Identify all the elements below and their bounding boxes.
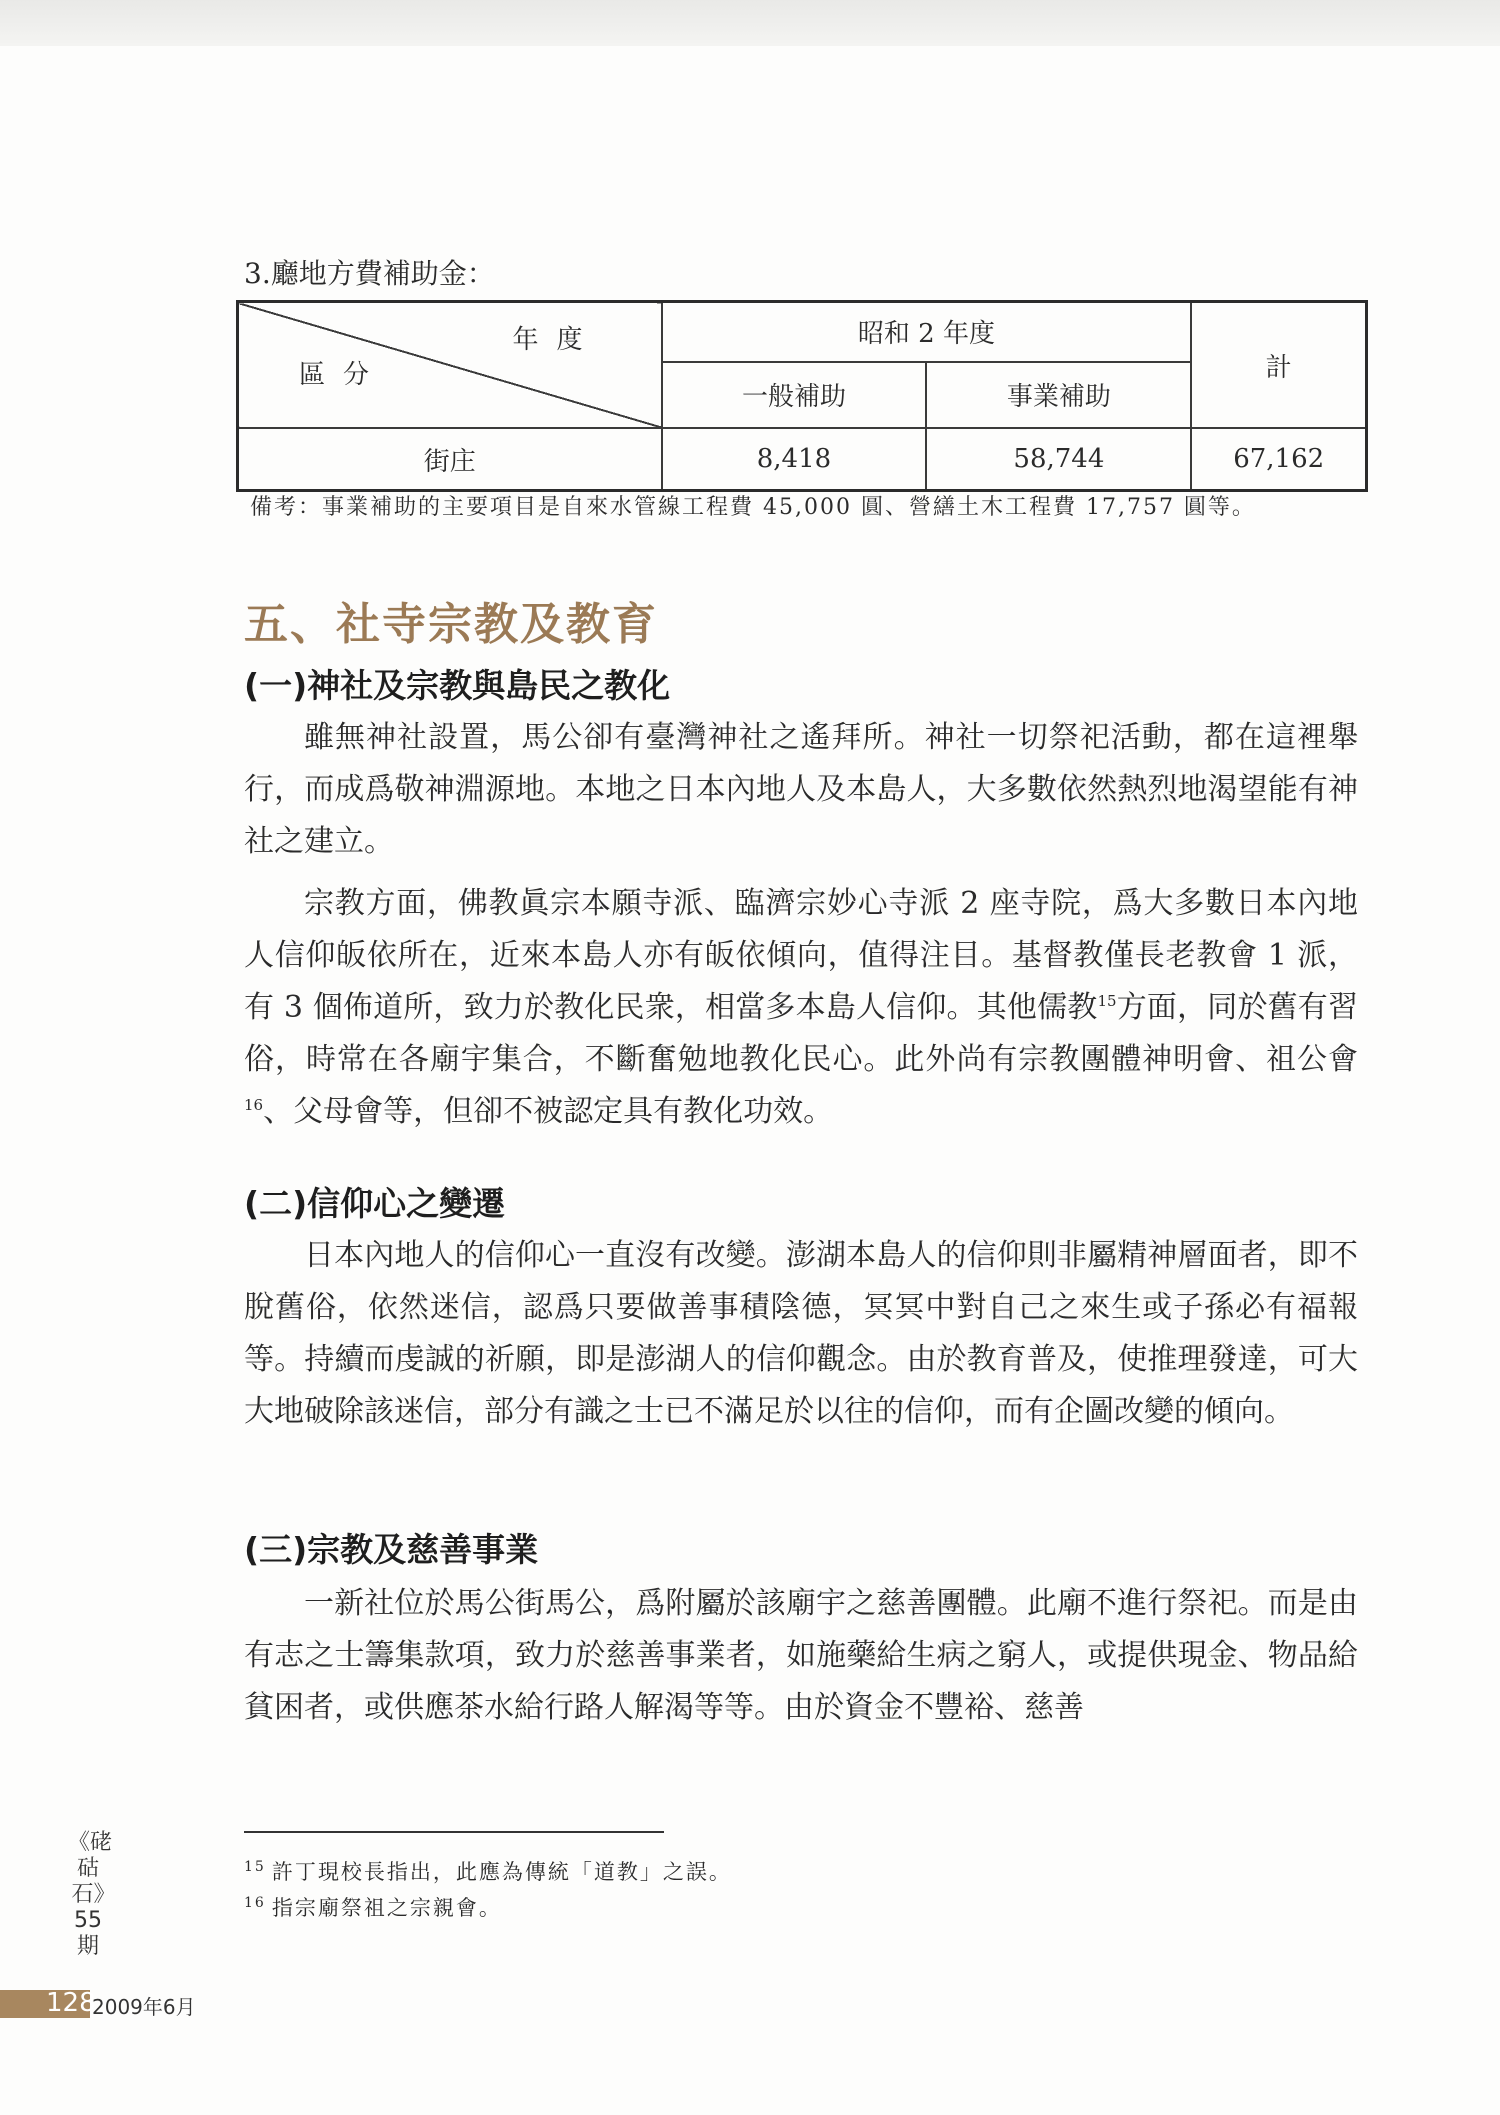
row-label: 街庄 — [238, 428, 662, 490]
header-project-subsidy: 事業補助 — [926, 362, 1191, 428]
corner-label-year: 年度 — [512, 325, 601, 355]
cell-general: 8,418 — [662, 428, 927, 490]
paragraph-2-part-c: 、父母會等，但卻不被認定具有教化功效。 — [263, 1094, 834, 1129]
corner-label-category: 區分 — [299, 360, 388, 391]
subsidy-table — [236, 300, 1368, 492]
page-number: 128 — [46, 1988, 96, 2018]
footnote-ref-16: 16 — [244, 1096, 264, 1114]
table-caption: 3.廳地方費補助金： — [244, 257, 495, 290]
scan-top-edge — [0, 0, 1500, 46]
header-general-subsidy: 一般補助 — [662, 362, 927, 428]
paragraph-2-part-b: 方面，同於舊有習俗，時常在各廟宇集合，不斷奮勉地教化民心。此外尚有宗教團體神明會、祖公會 — [244, 990, 1358, 1077]
header-total: 計 — [1191, 302, 1366, 429]
footnote-divider — [244, 1831, 664, 1833]
footnote-15-number: 15 — [244, 1859, 266, 1875]
paragraph-2-part-a: 宗教方面，佛教眞宗本願寺派、臨濟宗妙心寺派 2 座寺院，爲大多數日本內地人信仰皈依所在，近來本島人亦有皈依傾向，值得注目。基督教僅長老教會 1 派，有 3 個佈道所，致力於教化民衆，相當多本島人信仰。其他儒教 — [244, 886, 1358, 1025]
paragraph-4: 一新社位於馬公街馬公，爲附屬於該廟宇之慈善團體。此廟不進行祭祀。而是由有志之士籌集款項，致力於慈善事業者，如施藥給生病之窮人，或提供現金、物品給貧困者，或供應茶水給行路人解渴等等。由於資金不豐裕、慈善 — [244, 1586, 1358, 1725]
footnote-15-text: 許丁現校長指出，此應為傳統「道教」之誤。 — [271, 1860, 732, 1884]
footnote-16-number: 16 — [244, 1895, 266, 1911]
paragraph-3: 日本內地人的信仰心一直沒有改變。澎湖本島人的信仰則非屬精神層面者，即不脫舊俗，依然迷信，認爲只要做善事積陰德，冥冥中對自己之來生或子孫必有福報等。持續而虔誠的祈願，即是澎湖人的信仰觀念。由於教育普及，使推理發達，可大大地破除該迷信，部分有識之士已不滿足於以往的信仰，而有企圖改變的傾向。 — [244, 1238, 1358, 1429]
publication-date: 2009年6月 — [92, 1995, 196, 2019]
section-title: 五、社寺宗教及教育 — [244, 599, 658, 650]
cell-project: 58,744 — [926, 428, 1191, 490]
table-corner-cell — [238, 302, 662, 429]
group-header-showa: 昭和 2 年度 — [662, 302, 1192, 362]
subsection-heading-2: (二)信仰心之變遷 — [244, 1184, 506, 1223]
subsection-heading-1: (一)神社及宗教與島民之教化 — [244, 666, 671, 705]
cell-total: 67,162 — [1191, 428, 1366, 490]
footnote-15 — [244, 1856, 732, 1886]
footnote-16 — [244, 1892, 502, 1922]
footnote-ref-15: 15 — [1097, 992, 1117, 1010]
subsection-heading-3: (三)宗教及慈善事業 — [244, 1530, 539, 1569]
table-note: 備考：事業補助的主要項目是自來水管線工程費 45,000 圓、營繕土木工程費 17,757 圓等。 — [250, 495, 1256, 520]
footnote-16-text: 指宗廟祭祖之宗親會。 — [271, 1896, 502, 1920]
paragraph-1: 雖無神社設置，馬公卻有臺灣神社之遙拜所。神社一切祭祀活動，都在這裡舉行，而成爲敬神淵源地。本地之日本內地人及本島人，大多數依然熱烈地渴望能有神社之建立。 — [244, 720, 1358, 859]
paragraph-2 — [244, 878, 1358, 1138]
publication-name: 《硓𥑮石》55期 — [68, 1830, 113, 1959]
table-row — [238, 428, 1367, 490]
